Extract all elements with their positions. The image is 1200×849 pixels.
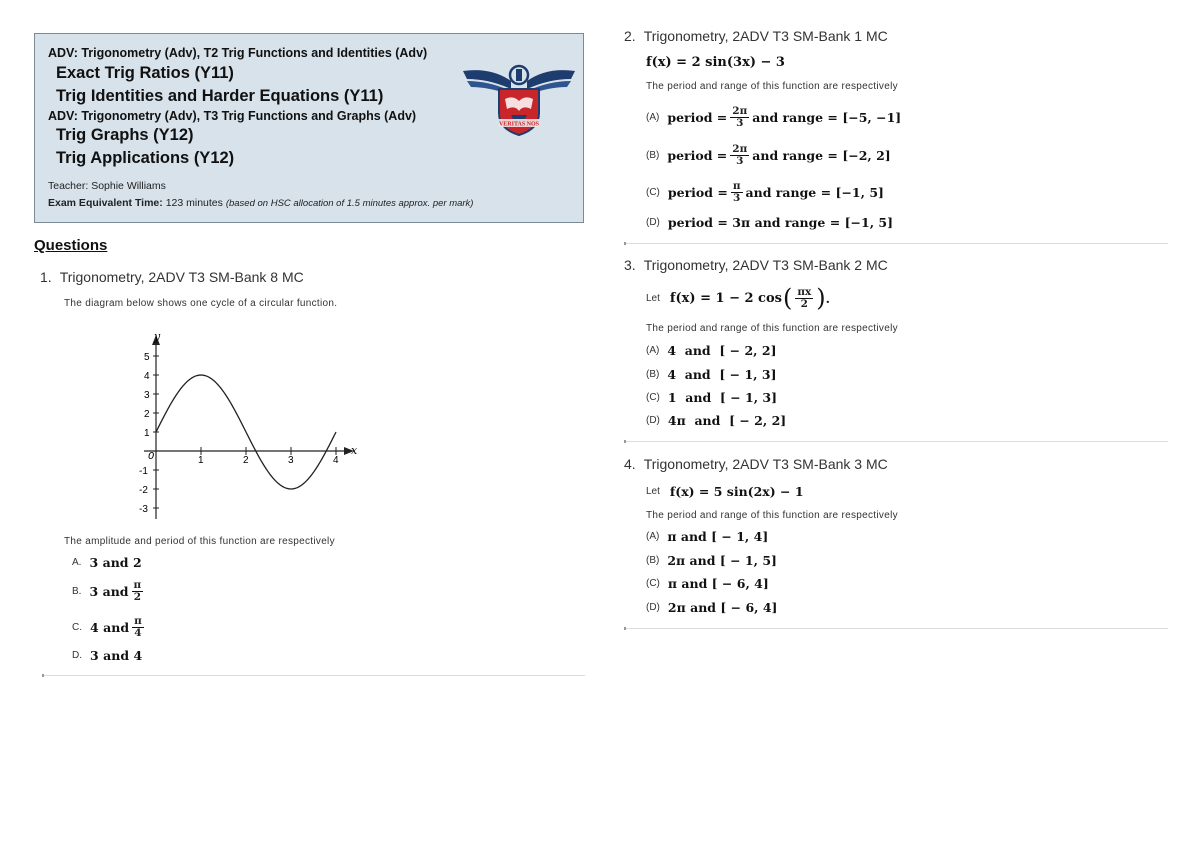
fraction: $\frac{\pi}{4}$: [134, 614, 142, 639]
question-3-title: 3. Trigonometry, 2ADV T3 SM-Bank 2 MC: [624, 257, 888, 273]
school-crest-icon: [461, 63, 577, 143]
question-1-option-c[interactable]: C. 4 and $\frac{\pi}{4}$: [72, 614, 142, 639]
exam-time-note: (based on HSC allocation of 1.5 minutes approx. per mark): [225, 198, 474, 209]
y-tick-neg3: -3: [139, 504, 148, 515]
topic-title-3: Trig Graphs (Y12): [56, 126, 194, 144]
y-tick-1: 1: [144, 428, 150, 439]
question-3-option-d[interactable]: (D) 4π and [ − 2, 2]: [646, 413, 787, 428]
question-3-option-c[interactable]: (C) 1 and [ − 1, 3]: [646, 390, 778, 405]
y-tick-neg1: -1: [139, 466, 148, 477]
x-tick-1: 1: [198, 455, 204, 466]
topic-title-4: Trig Applications (Y12): [56, 149, 235, 167]
question-4-function: Let f(x) = 5 sin(2x) − 1: [646, 484, 804, 499]
x-tick-3: 3: [288, 455, 294, 466]
teacher-label: Teacher:: [48, 180, 89, 192]
x-ticks: [198, 447, 339, 466]
x-tick-4: 4: [333, 455, 339, 466]
sine-curve: [156, 375, 336, 489]
exam-time-value: 123 minutes: [165, 197, 223, 209]
question-1-option-a[interactable]: A. 3 and 2: [72, 554, 142, 570]
question-4-option-d[interactable]: (D) 2π and [ − 6, 4]: [646, 600, 778, 615]
question-3-option-a[interactable]: (A) 4 and [ − 2, 2]: [646, 343, 777, 358]
strand-line-2: ADV: Trigonometry (Adv), T3 Trig Functions and Graphs (Adv): [48, 109, 417, 123]
question-4-option-b[interactable]: (B) 2π and [ − 1, 5]: [646, 553, 777, 568]
circular-function-graph: [104, 327, 364, 527]
y-tick-3: 3: [144, 390, 150, 401]
origin-label: 0: [148, 451, 155, 462]
question-2-option-c[interactable]: (C) period = $\frac{\pi}{3}$ and range = [−1, 5]: [646, 179, 884, 204]
x-tick-2: 2: [243, 455, 249, 466]
topic-header-box: [34, 33, 584, 223]
question-1-number: 1.: [40, 269, 52, 285]
question-2-option-d[interactable]: (D) period = 3π and range = [−1, 5]: [646, 214, 894, 230]
question-1-source: Trigonometry, 2ADV T3 SM-Bank 8 MC: [59, 269, 304, 285]
crest-motto: VERITAS NOS: [498, 121, 540, 128]
question-3-option-b[interactable]: (B) 4 and [ − 1, 3]: [646, 367, 777, 382]
question-divider: [624, 243, 1168, 244]
question-1-option-d[interactable]: D. 3 and 4: [72, 647, 143, 663]
question-divider: [42, 675, 585, 676]
teacher-line: [48, 180, 166, 192]
y-tick-4: 4: [144, 371, 150, 382]
question-divider: [624, 628, 1168, 629]
question-3-function: Let f(x) = 1 − 2 cos ( $\frac{\pi x}{2}$ ) .: [646, 284, 831, 312]
question-4-title: 4. Trigonometry, 2ADV T3 SM-Bank 3 MC: [624, 456, 888, 472]
exam-time-line: [48, 197, 473, 209]
teacher-name: Sophie Williams: [91, 180, 166, 192]
fraction: $\frac{\pi}{2}$: [133, 578, 142, 603]
question-4-prompt: The period and range of this function are respectively: [646, 510, 898, 521]
question-1-option-b[interactable]: B. 3 and $\frac{\pi}{2}$: [72, 578, 142, 603]
question-1-prompt: The amplitude and period of this function are respectively: [64, 536, 335, 547]
y-axis-label: y: [154, 330, 161, 343]
question-2-function: f(x) = 2 sin(3x) − 3: [646, 55, 785, 70]
questions-heading: Questions: [34, 237, 108, 254]
y-tick-2: 2: [144, 409, 150, 420]
question-2-prompt: The period and range of this function are respectively: [646, 81, 898, 92]
topic-title-1: Exact Trig Ratios (Y11): [56, 64, 234, 82]
question-4-option-c[interactable]: (C) π and [ − 6, 4]: [646, 576, 769, 591]
y-tick-neg2: -2: [139, 485, 148, 496]
question-2-title: 2. Trigonometry, 2ADV T3 SM-Bank 1 MC: [624, 28, 888, 44]
question-2-option-b[interactable]: (B) period = $\frac{2\pi}{3}$ and range = [−2, 2]: [646, 142, 891, 167]
question-divider: [624, 441, 1168, 442]
option-label: C.: [72, 621, 82, 633]
option-label: A.: [72, 556, 82, 568]
question-3-prompt: The period and range of this function are respectively: [646, 323, 898, 334]
question-4-option-a[interactable]: (A) π and [ − 1, 4]: [646, 529, 769, 544]
x-axis-label: x: [351, 444, 358, 457]
exam-time-label: Exam Equivalent Time:: [48, 197, 163, 209]
question-1-intro: The diagram below shows one cycle of a circular function.: [64, 298, 338, 309]
question-2-option-a[interactable]: (A) period = $\frac{2\pi}{3}$ and range = [−5, −1]: [646, 104, 902, 129]
topic-title-2: Trig Identities and Harder Equations (Y11): [56, 87, 384, 105]
y-tick-5: 5: [144, 352, 150, 363]
strand-line-1: ADV: Trigonometry (Adv), T2 Trig Functions and Identities (Adv): [48, 46, 428, 60]
option-label: D.: [72, 649, 82, 661]
option-label: B.: [72, 585, 82, 597]
question-1-title: [40, 269, 304, 285]
